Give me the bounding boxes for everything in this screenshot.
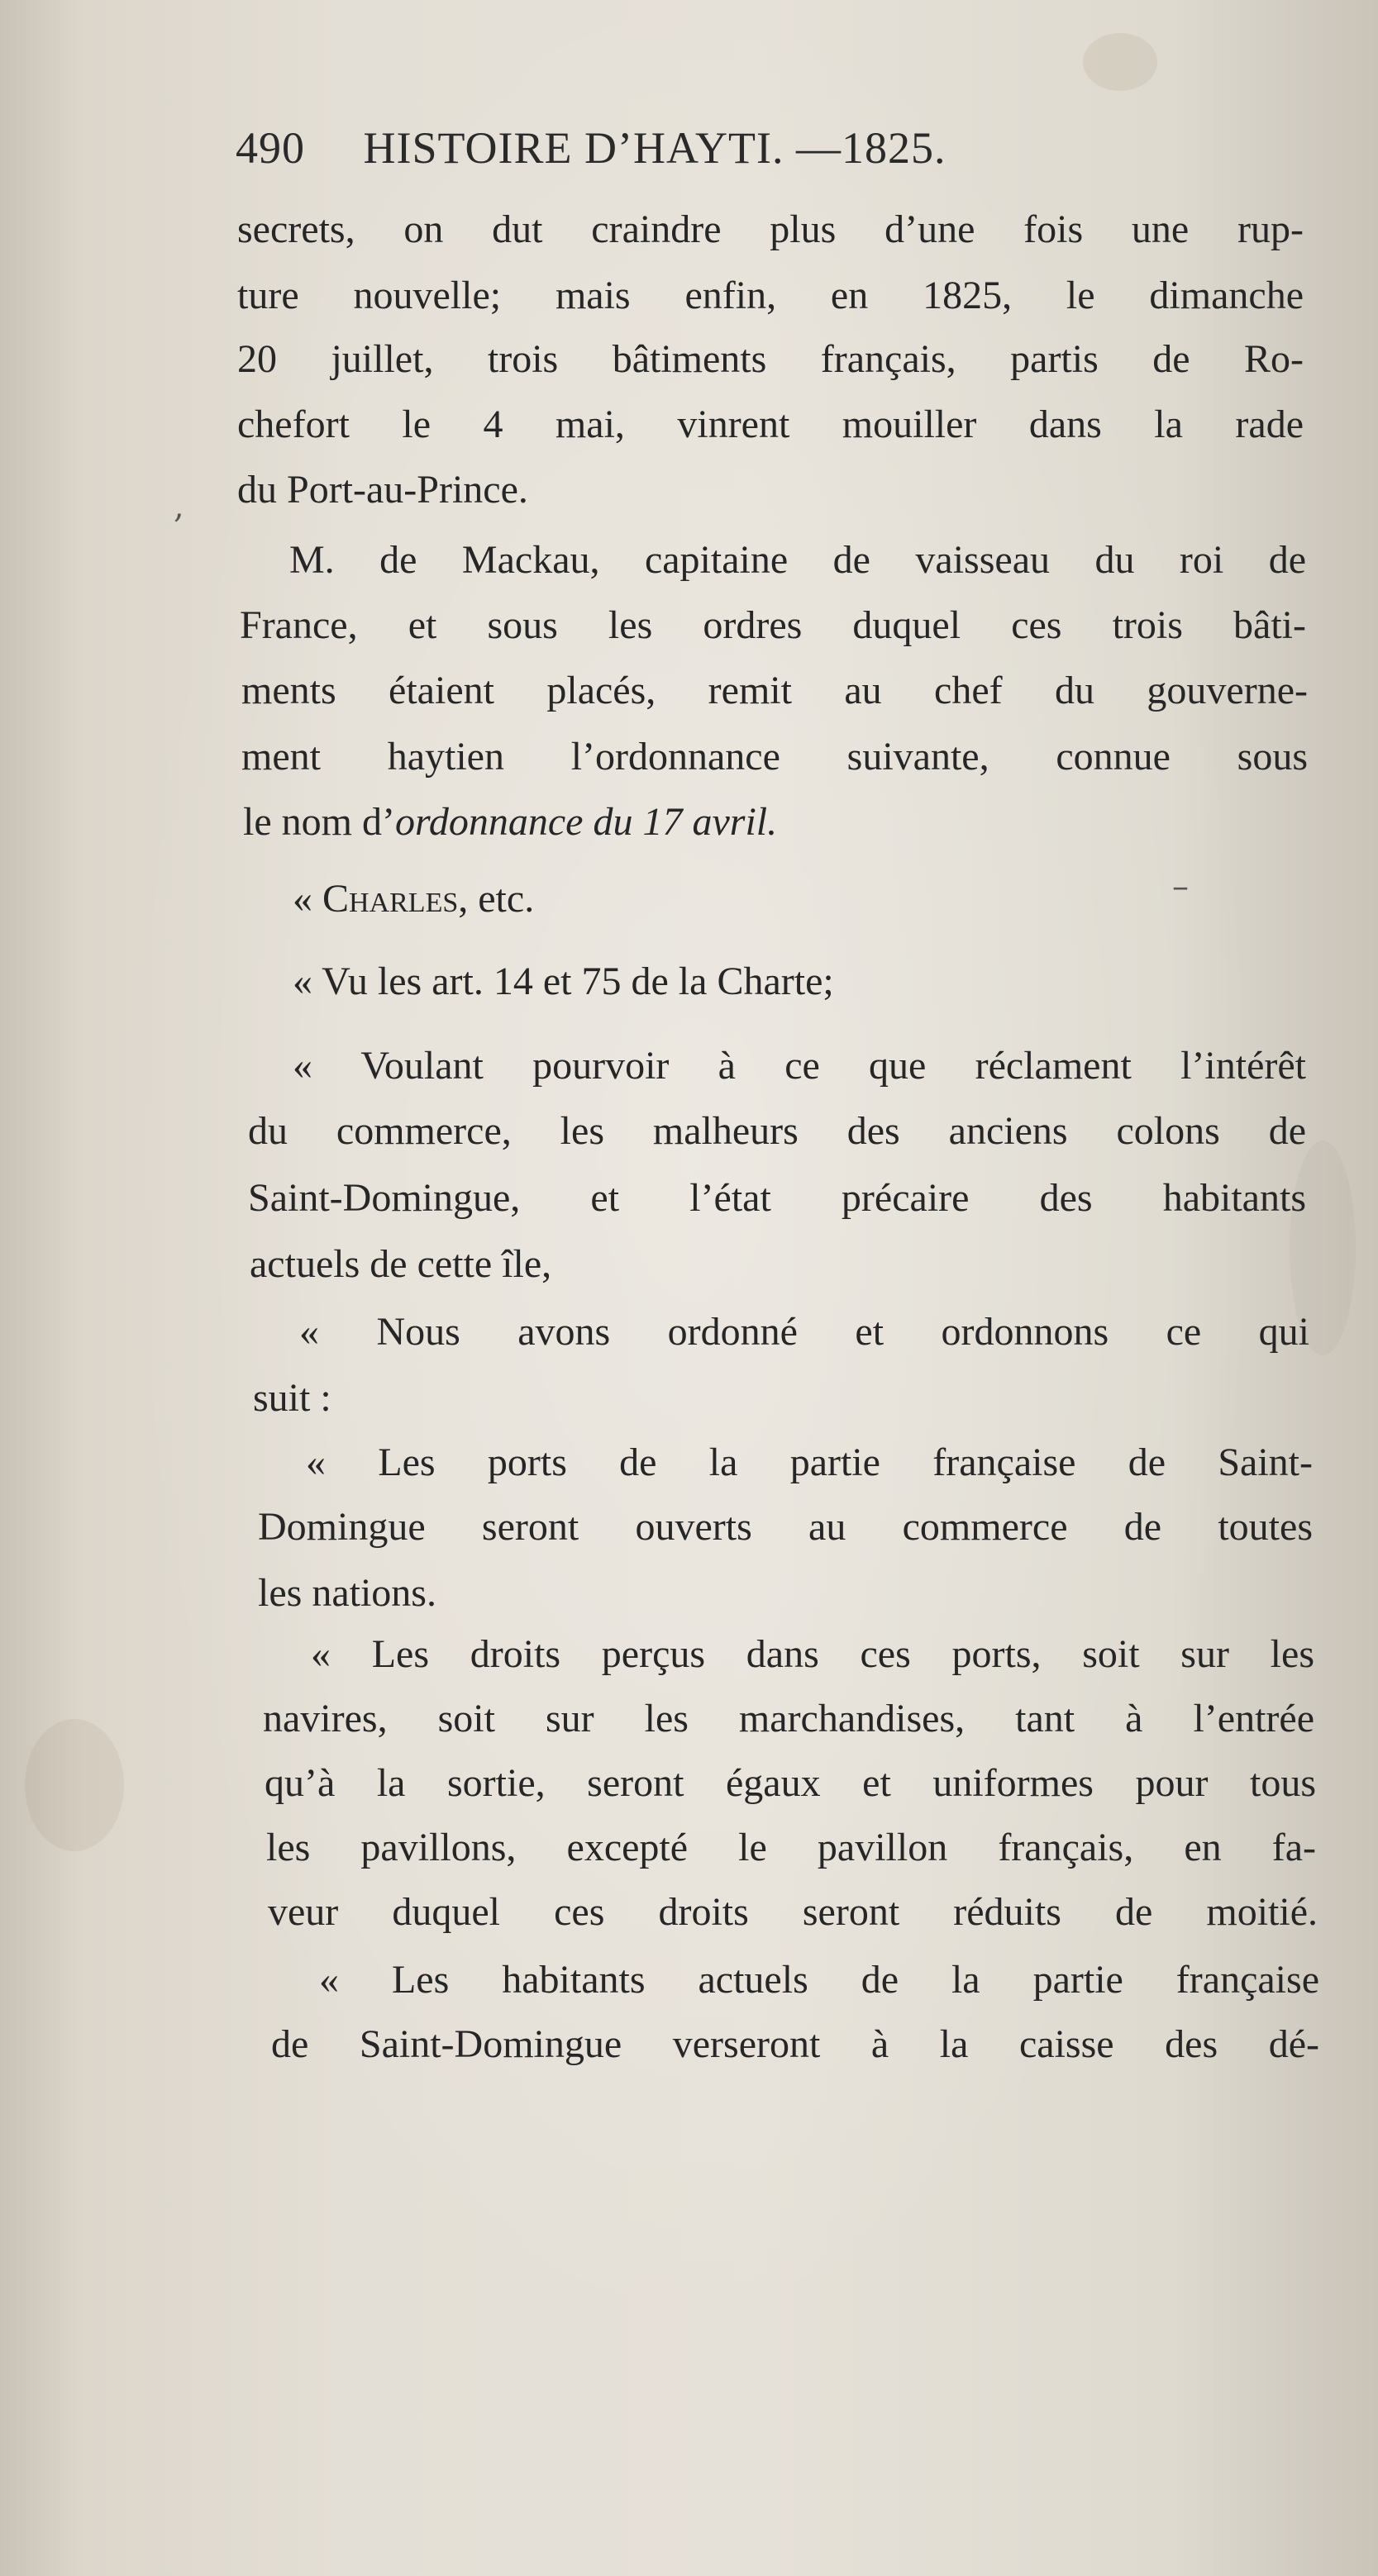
ink-mark: – xyxy=(1172,868,1189,906)
text-line: « Les droits perçus dans ces ports, soit sur les xyxy=(311,1632,1314,1676)
text-line: ment haytien l’ordonnance suivante, connue sous xyxy=(241,735,1308,779)
text-line: « Les habitants actuels de la partie française xyxy=(319,1958,1319,2002)
text-line: « Vu les art. 14 et 75 de la Charte; xyxy=(293,959,834,1003)
text-line: chefort le 4 mai, vinrent mouiller dans la rade xyxy=(237,402,1304,446)
text-line: ture nouvelle; mais enfin, en 1825, le dimanche xyxy=(237,274,1304,317)
ink-mark: , xyxy=(174,488,184,526)
text-span: « xyxy=(293,877,322,921)
italic-span: ordonnance du 17 avril. xyxy=(394,800,778,844)
small-caps-name: Charles xyxy=(322,877,459,921)
text-line: les nations. xyxy=(258,1571,436,1615)
text-line: « Les ports de la partie française de Saint- xyxy=(306,1440,1313,1484)
text-line: Domingue seront ouverts au commerce de toutes xyxy=(258,1505,1313,1549)
paper-stain xyxy=(25,1719,124,1851)
text-line: 20 juillet, trois bâtiments français, partis de Ro- xyxy=(237,337,1304,381)
text-span: , etc. xyxy=(458,877,535,921)
text-line: M. de Mackau, capitaine de vaisseau du roi de xyxy=(289,538,1306,582)
text-line: navires, soit sur les marchandises, tant à l’entrée xyxy=(263,1697,1314,1740)
text-span: le nom d’ xyxy=(243,800,395,844)
paper-stain xyxy=(1083,33,1157,91)
text-line xyxy=(293,874,534,924)
text-line xyxy=(243,798,777,847)
text-line: qu’à la sortie, seront égaux et uniformes pour tous xyxy=(265,1761,1316,1805)
text-line: « Voulant pourvoir à ce que réclament l’intérêt xyxy=(293,1044,1306,1088)
text-line: du Port-au-Prince. xyxy=(237,468,528,512)
text-line: veur duquel ces droits seront réduits de moitié. xyxy=(268,1890,1318,1934)
text-line: actuels de cette île, xyxy=(250,1242,552,1286)
page-header xyxy=(236,122,1145,188)
text-line: ments étaient placés, remit au chef du gouverne- xyxy=(241,669,1308,712)
text-line: les pavillons, excepté le pavillon français, en fa- xyxy=(266,1826,1316,1869)
text-line: France, et sous les ordres duquel ces trois bâti- xyxy=(240,603,1306,647)
text-line: du commerce, les malheurs des anciens colons de xyxy=(248,1109,1306,1153)
text-line: suit : xyxy=(253,1376,331,1420)
text-line: « Nous avons ordonné et ordonnons ce qui xyxy=(299,1310,1309,1354)
page-number: 490 xyxy=(236,123,305,173)
running-title: HISTOIRE D’HAYTI. —1825. xyxy=(363,123,946,173)
text-line: secrets, on dut craindre plus d’une fois une rup- xyxy=(237,207,1304,251)
text-line: Saint-Domingue, et l’état précaire des habitants xyxy=(248,1176,1306,1220)
text-line: de Saint-Domingue verseront à la caisse des dé- xyxy=(271,2022,1319,2066)
